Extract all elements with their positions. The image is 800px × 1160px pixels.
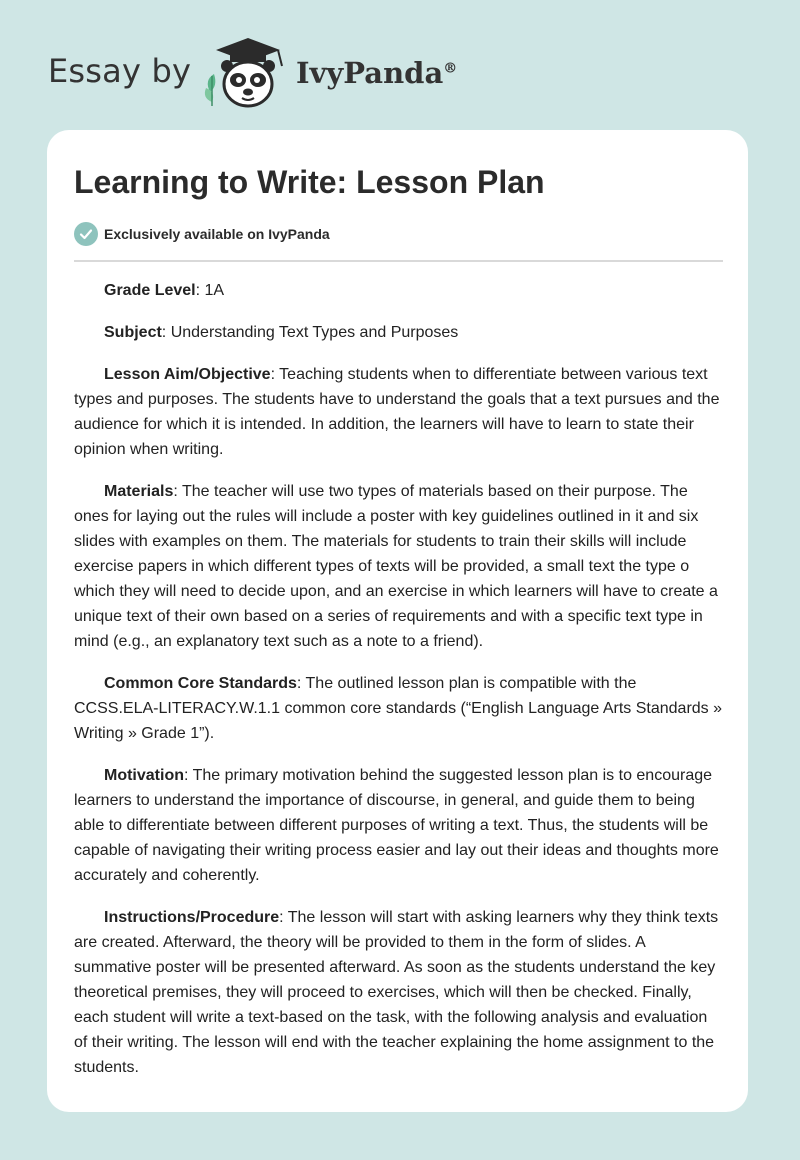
- section-label: Common Core Standards: [104, 675, 297, 692]
- panda-graduate-icon[interactable]: [200, 36, 296, 112]
- check-circle-icon: [74, 222, 98, 246]
- section-text: : The outlined lesson plan is compatible with the CCSS.ELA-LITERACY.W.1.1 common core standards (“English Language Arts Standards » Writing » Grade 1”).: [74, 675, 723, 742]
- exclusive-badge: [74, 222, 330, 246]
- paragraph-grade-level: [74, 278, 724, 303]
- section-label: Subject: [104, 324, 162, 341]
- section-text: : The lesson will start with asking learners why they think texts are created. Afterward, the theory will be provided to them in the form of slides. A summative poster will be presented afterward. As soon as the students understand the key theoretical premises, they will proceed to exercises, which will then be checked. Finally, each student will write a text-based on the task, with the following analysis and evaluation of their writing. The lesson will end with the teacher explaining the home assignment to the students.: [74, 909, 719, 1076]
- paragraph-lesson-aim: [74, 362, 724, 462]
- section-text: : 1A: [195, 282, 225, 299]
- section-text: : Teaching students when to differentiate between various text types and purposes. The students have to understand the goals that a text pursues and the audience for which it is intended. In addition, the learners will have to learn to state their opinion when writing.: [74, 366, 720, 458]
- section-label: Lesson Aim/Objective: [104, 366, 271, 383]
- section-label: Materials: [104, 483, 174, 500]
- brand-name[interactable]: IvyPanda®: [296, 56, 458, 90]
- section-text: : The primary motivation behind the suggested lesson plan is to encourage learners to understand the importance of discourse, in general, and guide them to being able to differentiate between different purposes of writing a text. Thus, the students will be capable of navigating their writing process easier and lay out their ideas and thoughts more accurately and coherently.: [74, 767, 719, 884]
- section-label: Instructions/Procedure: [104, 909, 280, 926]
- paragraph-materials: [74, 479, 724, 654]
- section-label: Grade Level: [104, 282, 196, 299]
- section-text: : The teacher will use two types of materials based on their purpose. The ones for laying out the rules will include a poster with key guidelines outlined in it and six slides with examples on them. The materials for students to train their skills will include exercise papers in which different types of texts will be provided, a small text the type o which they will need to decide upon, and an exercise in which learners will have to create a unique text of their own based on a series of requirements and with a specific text type in mind (e.g., an explanatory text such as a note to a friend).: [74, 483, 718, 650]
- section-text: : Understanding Text Types and Purposes: [161, 324, 459, 341]
- divider: [74, 260, 723, 262]
- site-header: [0, 0, 800, 130]
- paragraph-common-core: [74, 671, 724, 746]
- article-card: [47, 130, 748, 1112]
- paragraph-subject: [74, 320, 724, 345]
- paragraph-instructions: [74, 905, 724, 1080]
- page-title: Learning to Write: Lesson Plan: [74, 164, 545, 200]
- section-label: Motivation: [104, 767, 184, 784]
- registered-mark: ®: [443, 60, 458, 77]
- article-body: [74, 278, 724, 1097]
- paragraph-motivation: [74, 763, 724, 888]
- essay-by-label: Essay by: [48, 52, 192, 90]
- exclusive-label: Exclusively available on IvyPanda: [104, 226, 330, 242]
